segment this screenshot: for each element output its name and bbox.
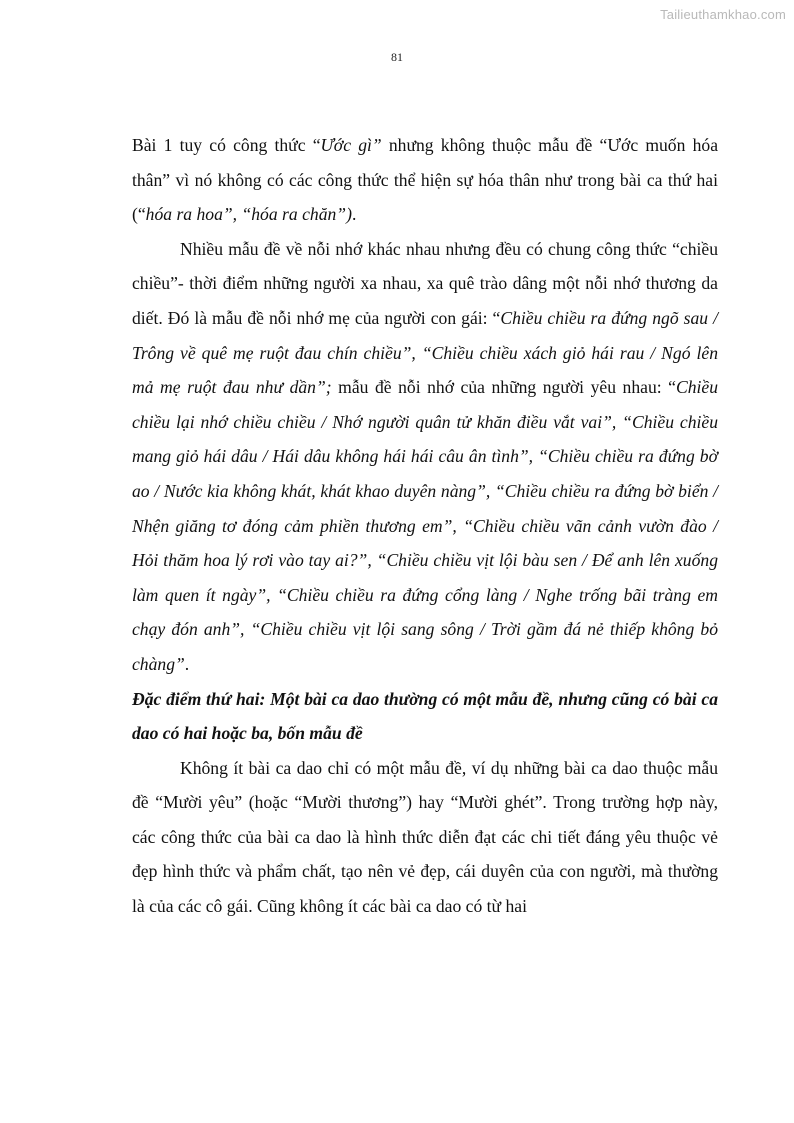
para2-text-a: Nhiều mẫu đề về nỗi nhớ khác nhau nhưng đều có chung công thức “chiều chiều”- thời điểm những người xa nhau, xa quê trào dâng một nỗi nhớ thương da diết. Đó là mẫu đề nỗi nhớ mẹ của người con gái: “ — [132, 238, 718, 328]
paragraph-1 — [132, 128, 718, 232]
para1-text-e: . — [351, 204, 357, 225]
para1-text-a: Bài 1 tuy có công thức “ — [132, 135, 321, 155]
watermark: Tailieuthamkhao.com — [660, 7, 786, 22]
para2-text-e: . — [184, 653, 190, 674]
para1-quote-examples: hóa ra hoa”, “hóa ra chăn”) — [145, 204, 352, 225]
para2-text-c: mẫu đề nỗi nhớ của những người yêu nhau: “ — [331, 377, 676, 398]
para1-text-c: nhưng không thuộc mẫu đề “Ước muốn hóa thân” vì nó không có các công thức thể hiện sự hóa thân như trong bài ca thứ hai (“ — [132, 135, 719, 225]
para2-quote-lovers: Chiều chiều lại nhớ chiều chiều / Nhớ người quân tử khăn điều vắt vai”, “Chiều chiều mang giỏ hái dâu / Hái dâu không hái hái câu ân tình”, “Chiều chiều ra đứng bờ ao / Nước kia không khát, khát khao duyên nàng”, “Chiều chiều ra đứng bờ biển / Nhện giăng tơ đóng cảm phiền thương em”, “Chiều chiều vãn cảnh vườn đào / Hỏi thăm hoa lý rơi vào tay ai?”, “Chiều chiều vịt lội bàu sen / Để anh lên xuống làm quen ít ngày”, “Chiều chiều ra đứng cổng làng / Nghe trống bãi tràng em chạy đón anh”, “Chiều chiều vịt lội sang sông / Trời gầm đá nẻ thiếp không bỏ chàng” — [132, 377, 718, 674]
section-heading: Đặc điểm thứ hai: Một bài ca dao thường có một mẫu đề, nhưng cũng có bài ca dao có hai hoặc ba, bốn mẫu đề — [132, 688, 718, 744]
page-number: 81 — [391, 50, 403, 64]
paragraph-3: Không ít bài ca dao chỉ có một mẫu đề, ví dụ những bài ca dao thuộc mẫu đề “Mười yêu” (hoặc “Mười thương”) hay “Mười ghét”. Trong trường hợp này, các công thức của bài ca dao là hình thức diễn đạt các chi tiết đáng yêu thuộc vẻ đẹp hình thức và phẩm chất, tạo nên vẻ đẹp, cái duyên của con người, mà thường là của các cô gái. Cũng không ít các bài ca dao có từ hai — [132, 757, 718, 917]
para1-quote-formula: Ước gì” — [320, 135, 382, 155]
para2-quote-mother: Chiều chiều ra đứng ngõ sau / Trông về quê mẹ ruột đau chín chiều”, “Chiều chiều xách giỏ hái rau / Ngó lên mả mẹ ruột đau như dần”; — [132, 307, 718, 398]
page-content — [132, 128, 718, 924]
paragraph-2 — [132, 232, 718, 682]
